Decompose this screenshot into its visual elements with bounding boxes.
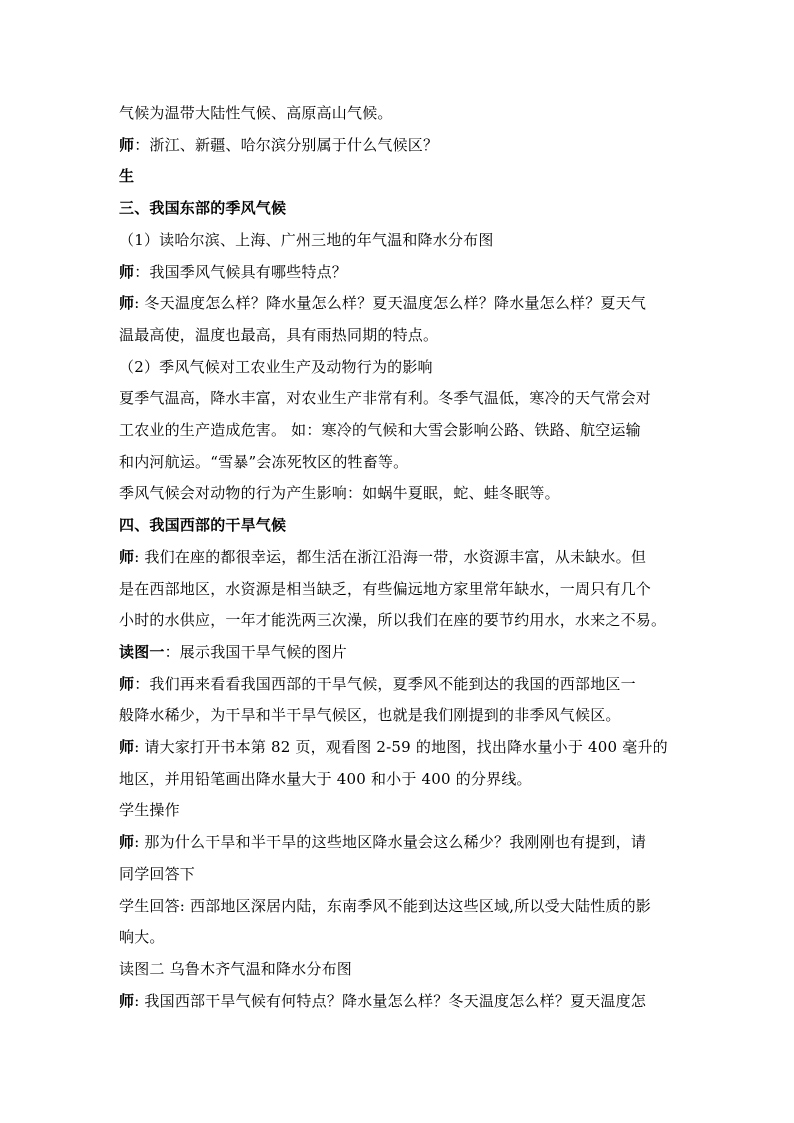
text-segment: 同学回答下 [119,864,196,883]
text-segment: ：展示我国干旱气候的图片 [164,642,348,661]
text-segment: 是在西部地区，水资源是相当缺乏，有些偏远地方家里常年缺水，一周只有几个 [119,579,652,598]
text-line [119,669,677,701]
text-segment: : 冬天温度怎么样？降水量怎么样？夏天温度怎么样？降水量怎么样？夏天气 [134,294,647,313]
text-line [119,795,677,827]
text-line [119,764,677,796]
text-line [119,542,677,574]
text-segment: （2）季风气候对工农业生产及动物行为的影响 [119,357,433,376]
text-segment: 读图二 乌鲁木齐气温和降水分布图 [119,959,352,978]
text-line [119,257,677,289]
text-line [119,352,677,384]
speaker-label: 四、我国西部的干旱气候 [119,516,287,535]
text-line [119,447,677,479]
text-line [119,574,677,606]
text-segment: 学生操作 [119,801,180,820]
text-segment: ：我国季风气候具有哪些特点？ [134,262,348,281]
text-segment: : 请大家打开书本第 82 页，观看图 2-59 的地图，找出降水量小于 400 毫升的 [134,738,668,757]
document-page [119,98,677,1017]
text-line [119,320,677,352]
text-segment: 气候为温带大陆性气候、高原高山气候。 [119,104,393,122]
text-segment: : 我们在座的都很幸运，都生活在浙江沿海一带，水资源丰富，从未缺水。但 [134,547,647,566]
speaker-label: 师 [119,262,135,281]
speaker-label: 师 [119,991,135,1010]
text-line [119,922,677,954]
text-segment: : 我国西部干旱气候有何特点？降水量怎么样？冬天温度怎么样？夏天温度怎 [134,991,647,1010]
speaker-label: 师 [119,547,135,566]
text-segment: 夏季气温高，降水丰富，对农业生产非常有利。冬季气温低，寒冷的天气常会对 [119,389,652,408]
text-line [119,510,677,542]
text-line [119,288,677,320]
speaker-label: 三、我国东部的季风气候 [119,199,287,218]
text-segment: 学生回答: 西部地区深居内陆，东南季风不能到达这些区域,所以受大陆性质的影 [119,896,651,915]
text-line [119,891,677,923]
text-line [119,859,677,891]
text-segment: : 那为什么干旱和半干旱的这些地区降水量会这么稀少？我刚刚也有提到，请 [134,833,647,852]
text-line [119,161,677,193]
text-segment: 响大。 [119,928,165,947]
speaker-label: 师 [119,833,135,852]
text-line [119,130,677,162]
text-line [119,225,677,257]
text-line [119,954,677,986]
text-segment: 温最高使，温度也最高，具有雨热同期的特点。 [119,325,439,344]
text-line [119,732,677,764]
text-line [119,637,677,669]
text-line [119,700,677,732]
speaker-label: 师 [119,738,135,757]
text-segment: 小时的水供应，一年才能洗两三次澡，所以我们在座的要节约用水，水来之不易。 [119,611,667,630]
text-segment: ：我们再来看看我国西部的干旱气候，夏季风不能到达的我国的西部地区一 [134,674,636,693]
speaker-label: 读图一 [119,642,165,661]
text-line [119,605,677,637]
text-line [119,98,677,130]
text-segment: ：浙江、新疆、哈尔滨分别属于什么气候区？ [134,135,439,154]
text-line [119,193,677,225]
text-segment: 地区，并用铅笔画出降水量大于 400 和小于 400 的分界线。 [119,769,532,788]
text-line [119,827,677,859]
text-line [119,415,677,447]
text-segment: 工农业的生产造成危害。 如：寒冷的气候和大雪会影响公路、铁路、航空运输 [119,421,641,440]
speaker-label: 生 [119,167,135,186]
text-line [119,986,677,1018]
text-line [119,478,677,510]
speaker-label: 师 [119,135,135,154]
text-segment: 和内河航运。“雪暴”会冻死牧区的牲畜等。 [119,452,409,471]
text-segment: 季风气候会对动物的行为产生影响：如蜗牛夏眠，蛇、蛙冬眠等。 [119,484,560,503]
text-line [119,383,677,415]
speaker-label: 师 [119,674,135,693]
speaker-label: 师 [119,294,135,313]
text-segment: 般降水稀少，为干旱和半干旱气候区，也就是我们刚提到的非季风气候区。 [119,706,621,725]
text-segment: （1）读哈尔滨、上海、广州三地的年气温和降水分布图 [119,230,494,249]
